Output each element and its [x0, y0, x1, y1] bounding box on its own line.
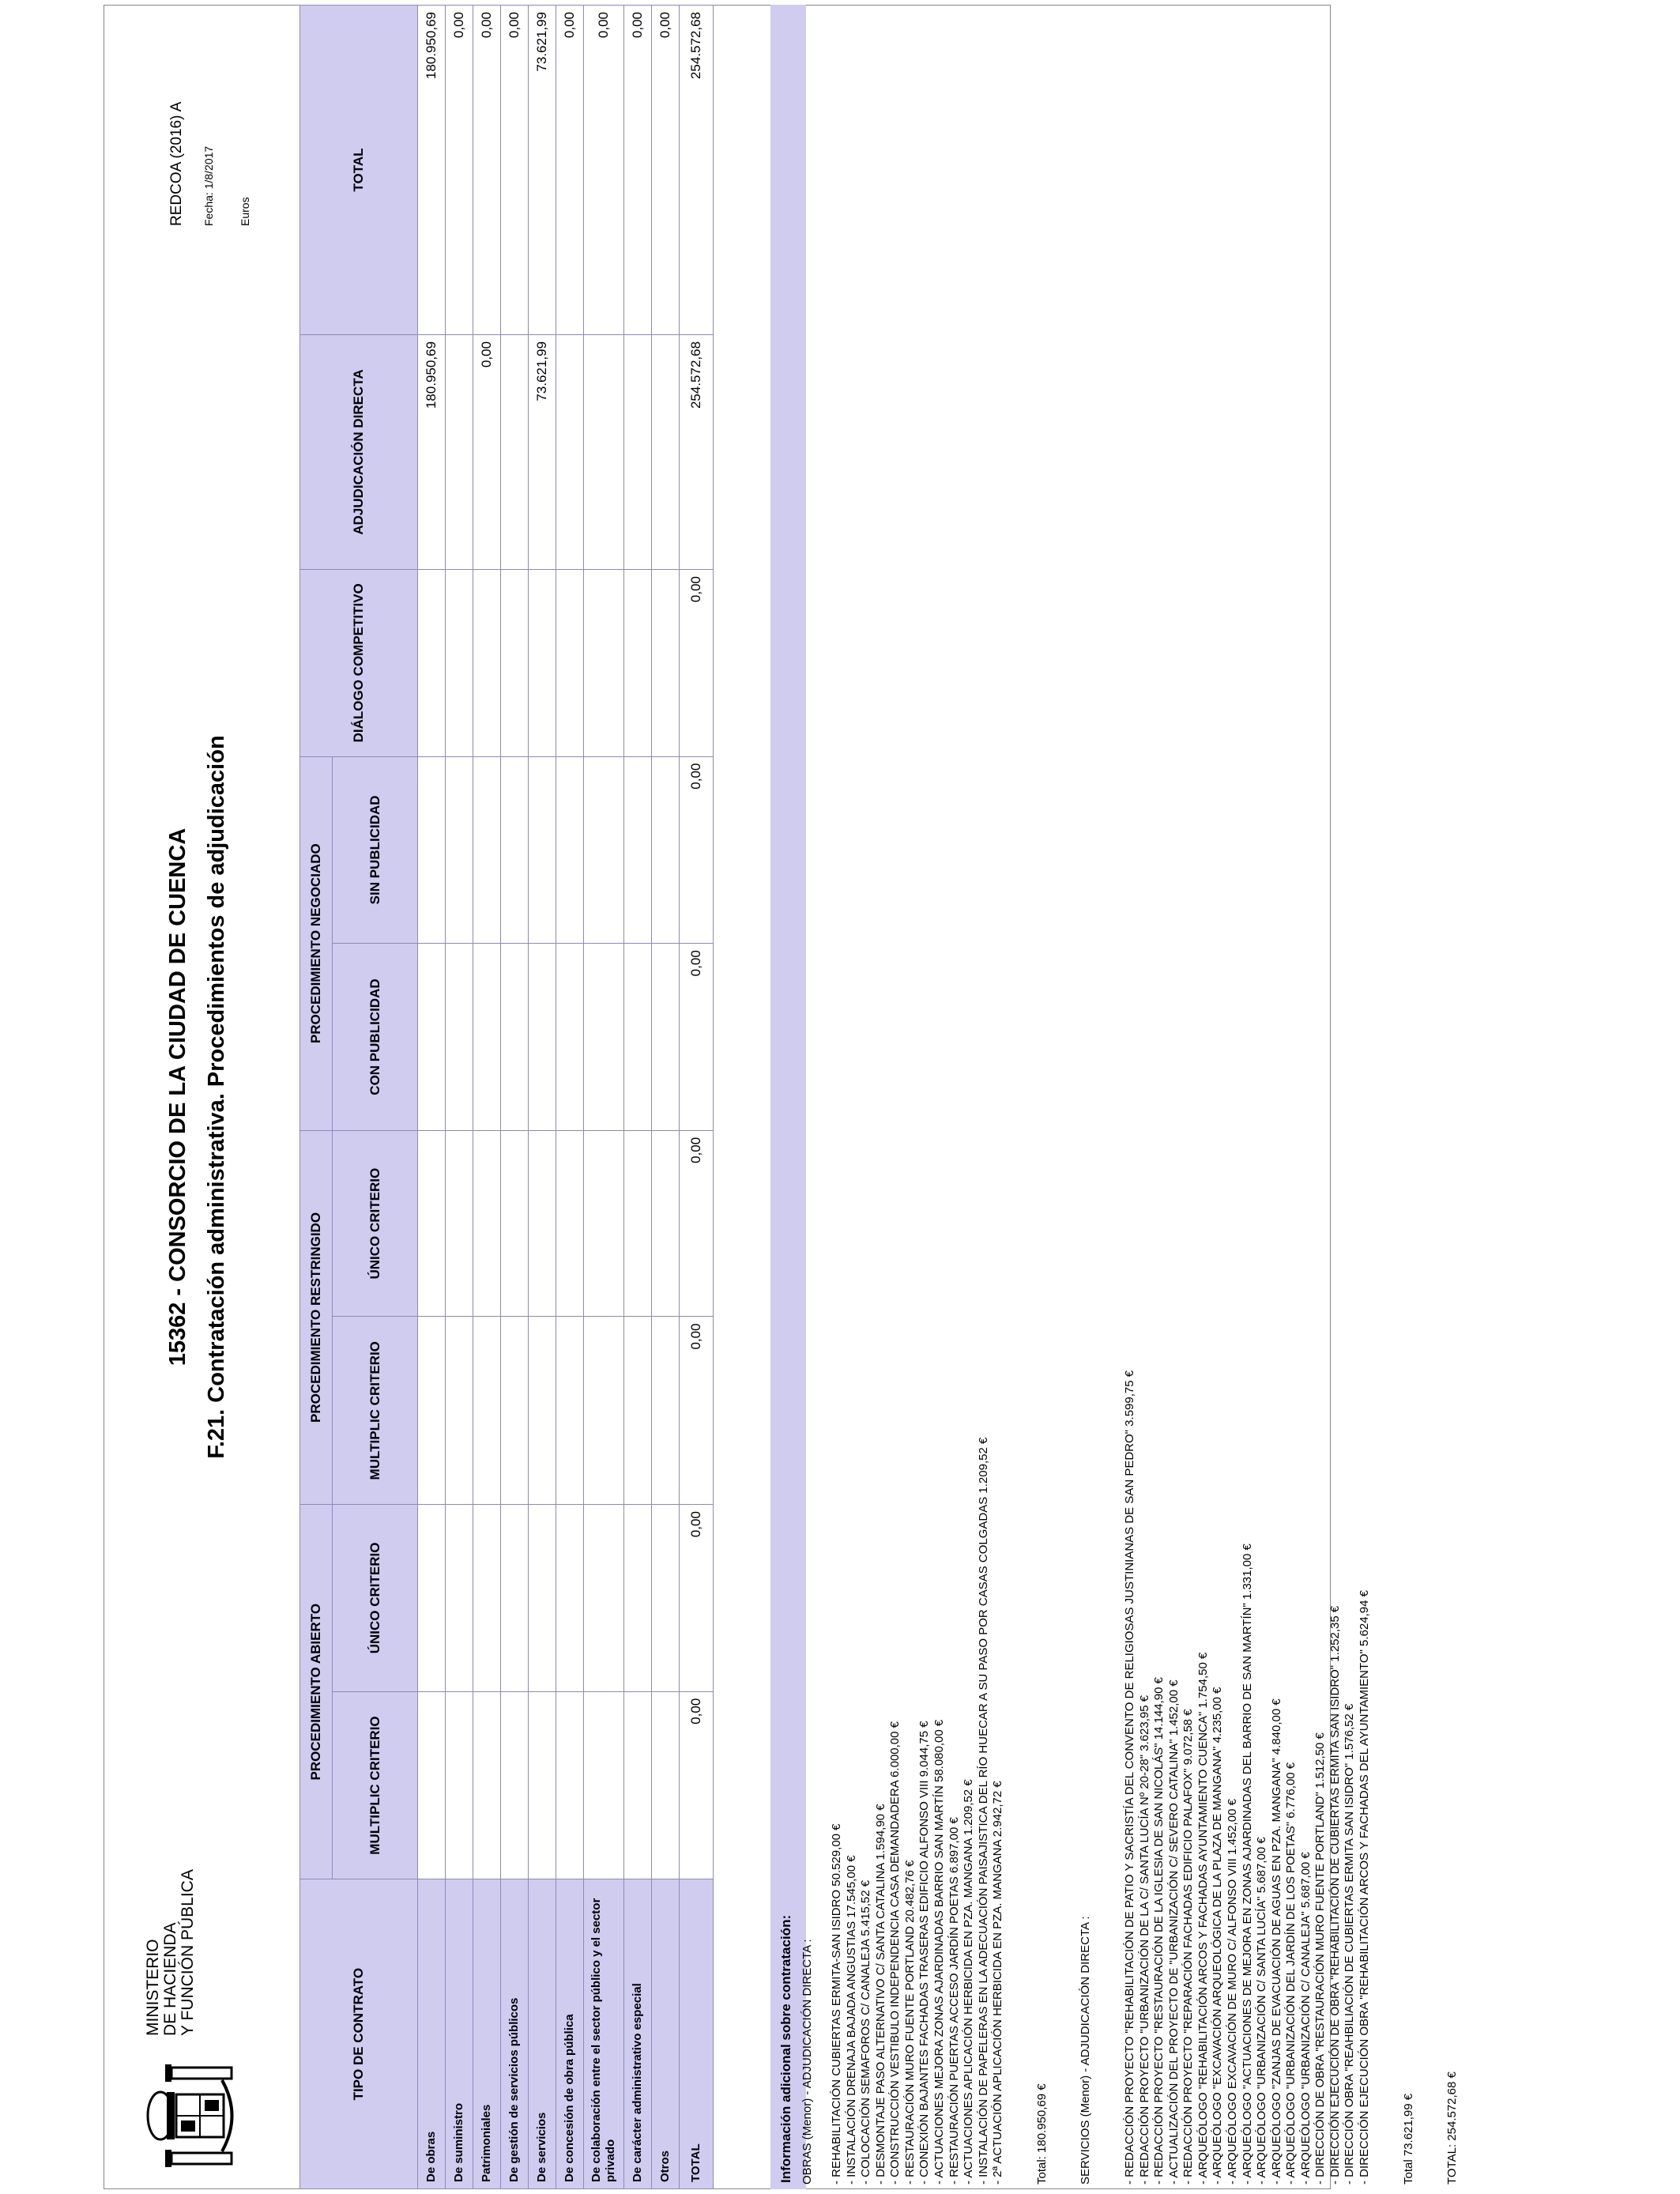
- page-title: 15362 - CONSORCIO DE LA CIUDAD DE CUENCA: [165, 827, 190, 1367]
- cell-dialogo: [584, 569, 624, 756]
- info-line: - CONSTRUCCIÓN VESTIBULO INDEPENDENCIA CASA DEMANDADERA 6.000,00 €: [888, 1721, 902, 2185]
- cell-total: 0,00: [501, 6, 529, 335]
- cell-re-u: [446, 1130, 473, 1317]
- cell-re-m: [501, 1317, 529, 1505]
- cell-total: 0,00: [446, 6, 473, 335]
- table-row: [418, 6, 446, 2189]
- cell-total: 180.950,69: [418, 6, 446, 335]
- info-line: - DESMONTAJE PASO ALTERNATIVO C/ SANTA CATALINA 1.594,90 €: [873, 1804, 887, 2185]
- cell-adj: [446, 334, 473, 569]
- info-line: - REDACCIÓN PROYECTO "REPARACIÓN FACHADAS EDIFICIO PALAFOX" 9.072,58 €: [1181, 1709, 1196, 2185]
- cell-ne-s: [446, 756, 473, 944]
- cell-ne-s: [652, 756, 680, 944]
- info-line: - ARQUEÓLOGO "EXCAVACIÓN ARQUEOLÓGICA DE LA PLAZA DE MANGANA" 4.235,00 €: [1211, 1687, 1225, 2185]
- info-line: - ARQUEÓLOGO EXCAVACIÓN DE MURO C/ ALFONSO VIII 1.452,00 €: [1225, 1799, 1239, 2185]
- table-body: [418, 6, 714, 2189]
- table-row: [446, 6, 473, 2189]
- cell-adj: [652, 334, 680, 569]
- coat-of-arms-logo: [143, 2056, 250, 2175]
- cell-ab-m: [418, 1691, 446, 1879]
- cell-ab-u: [473, 1505, 501, 1692]
- cell-adj: 0,00: [473, 334, 501, 569]
- info-line: - COLOCACIÓN SEMAFOROS C/ CANALEJA 5.415,52 €: [859, 1879, 873, 2185]
- header-tipo-contrato: TIPO DE CONTRATO: [300, 1879, 418, 2189]
- cell-re-m: [556, 1317, 584, 1505]
- info-line: - CONEXIÓN BAJANTES FACHADAS TRASERAS EDIFICIO ALFONSO VIII 9.044,75 €: [917, 1721, 932, 2185]
- info-line: - DIRECCIÓN DE OBRA "RESTAURACIÓN MURO FUENTE PORTLAND" 1.512,50 €: [1313, 1732, 1328, 2185]
- row-label: De servicios: [529, 1879, 556, 2189]
- cell-ne-c: 0,00: [680, 944, 714, 1131]
- table-row: [529, 6, 556, 2189]
- info-line: - RESTAURACIÓN MURO FUENTE PORTLAND 20.482,76 €: [902, 1860, 917, 2185]
- table-row: [556, 6, 584, 2189]
- cell-dialogo: [624, 569, 652, 756]
- cell-dialogo: [652, 569, 680, 756]
- cell-adj: [584, 334, 624, 569]
- info-line: Total 73.621,99 €: [1401, 2093, 1415, 2185]
- cell-ab-u: [624, 1505, 652, 1692]
- ministry-line-2: DE HACIENDA: [161, 1922, 179, 2036]
- info-header-band: [770, 5, 806, 2189]
- cell-total: 0,00: [652, 6, 680, 335]
- cell-adj: 180.950,69: [418, 334, 446, 569]
- cell-ne-c: [446, 944, 473, 1131]
- cell-ne-c: [501, 944, 529, 1131]
- cell-ne-s: [584, 756, 624, 944]
- header-abierto-multiplic: MULTIPLIC CRITERIO: [333, 1691, 418, 1879]
- cell-adj: [624, 334, 652, 569]
- header-dialogo: DIÁLOGO COMPETITIVO: [300, 569, 418, 756]
- cell-ab-m: [473, 1691, 501, 1879]
- cell-dialogo: [529, 569, 556, 756]
- report-reference: REDCOA (2016) A: [168, 101, 185, 226]
- cell-total: 0,00: [624, 6, 652, 335]
- info-line: - DIRECCIÓN OBRA "REAHBILIACIÓN DE CUBIERTAS ERMITA SAN ISIDRO" 1.576,52 €: [1343, 1703, 1357, 2185]
- cell-ab-u: [418, 1505, 446, 1692]
- page-subtitle: F.21. Contratación administrativa. Procedimientos de adjudicación: [204, 735, 229, 1459]
- table-row: [680, 6, 714, 2189]
- cell-adj: 73.621,99: [529, 334, 556, 569]
- cell-ab-m: [529, 1691, 556, 1879]
- cell-total: 0,00: [584, 6, 624, 335]
- header-restringido-unico: ÚNICO CRITERIO: [333, 1130, 418, 1317]
- cell-re-u: [418, 1130, 446, 1317]
- cell-ab-u: 0,00: [680, 1505, 714, 1692]
- info-line: TOTAL: 254.572,68 €: [1445, 2071, 1460, 2185]
- row-label: Patrimoniales: [473, 1879, 501, 2189]
- info-line: - REDACCIÓN PROYECTO "REHABILITACIÓN DE PATIO Y SACRISTÍA DEL CONVENTO DE RELIGIOSAS JUSTINIANAS DE SAN PEDRO" 3.599,75 €: [1123, 1370, 1137, 2185]
- cell-ne-c: [529, 944, 556, 1131]
- row-label: De gestión de servicios públicos: [501, 1879, 529, 2189]
- cell-dialogo: 0,00: [680, 569, 714, 756]
- cell-ne-c: [473, 944, 501, 1131]
- cell-ne-s: 0,00: [680, 756, 714, 944]
- cell-ne-c: [584, 944, 624, 1131]
- table-row: [584, 6, 624, 2189]
- header-group-abierto: PROCEDIMIENTO ABIERTO: [300, 1505, 333, 1879]
- info-line: - RESTAURACIÓN PUERTAS ACCESO JARDÍN POETAS 6.897,00 €: [947, 1817, 961, 2185]
- cell-ab-m: [624, 1691, 652, 1879]
- table-row: [501, 6, 529, 2189]
- table-header-row-1: [300, 6, 333, 2189]
- cell-ne-s: [529, 756, 556, 944]
- table-row: [473, 6, 501, 2189]
- cell-total: 73.621,99: [529, 6, 556, 335]
- cell-ab-m: [652, 1691, 680, 1879]
- info-line: - INSTALACIÓN DRENAJA BAJADA ANGUSTIAS 17.545,00 €: [844, 1855, 858, 2185]
- info-line: - REDACCIÓN PROYECTO "RESTAURACIÓN DE LA IGLESIA DE SAN NICOLÁS" 14.144,90 €: [1152, 1677, 1166, 2185]
- info-line: - ARQUEÓLOGO "URBANIZACIÓN DEL JARDÍN DE LOS POETAS" 6.776,00 €: [1284, 1762, 1298, 2185]
- cell-total: 0,00: [473, 6, 501, 335]
- table-row: [652, 6, 680, 2189]
- header-adjudicacion: ADJUDICACIÓN DIRECTA: [300, 334, 418, 569]
- cell-re-u: [529, 1130, 556, 1317]
- info-line: - ARQUEÓLOGO "URBANIZACIÓN C/ SANTA LUCÍA" 5.687,00 €: [1255, 1837, 1269, 2185]
- cell-ab-u: [529, 1505, 556, 1692]
- row-label: De suministro: [446, 1879, 473, 2189]
- info-line: - REHABILITACIÓN CUBIERTAS ERMITA-SAN ISIDRO 50.529,00 €: [830, 1823, 844, 2185]
- procurement-table: [299, 5, 714, 2189]
- cell-re-m: [624, 1317, 652, 1505]
- info-line: - DIRECCIÓN EJECUCIÓN DE OBRA "REHABILITACIÓN DE CUBIERTAS ERMITA SAN ISIDRO" 1.252,35 €: [1328, 1605, 1342, 2185]
- cell-dialogo: [473, 569, 501, 756]
- header-negociado-sin: SIN PUBLICIDAD: [333, 756, 418, 944]
- cell-re-m: [584, 1317, 624, 1505]
- row-label: Otros: [652, 1879, 680, 2189]
- cell-ab-m: [556, 1691, 584, 1879]
- cell-ab-u: [584, 1505, 624, 1692]
- info-line: - INSTALACIÓN DE PAPELERAS EN LA ADECUACIÓN PAISAJISTICA DEL RÍO HUECAR A SU PASO POR CASAS COLGADAS 1.209,52 €: [976, 1437, 990, 2185]
- table-row: [624, 6, 652, 2189]
- cell-ab-m: [584, 1691, 624, 1879]
- row-label: De concesión de obra pública: [556, 1879, 584, 2189]
- cell-adj: [556, 334, 584, 569]
- cell-ne-s: [473, 756, 501, 944]
- cell-adj: [501, 334, 529, 569]
- cell-dialogo: [556, 569, 584, 756]
- cell-ab-m: 0,00: [680, 1691, 714, 1879]
- cell-re-m: [473, 1317, 501, 1505]
- cell-re-u: [556, 1130, 584, 1317]
- cell-re-u: [652, 1130, 680, 1317]
- info-line: - ARQUEÓLOGO "ZANJAS DE EVACUACIÓN DE AGUAS EN PZA. MANGANA" 4.840,00 €: [1269, 1698, 1283, 2185]
- row-label: De carácter administrativo especial: [624, 1879, 652, 2189]
- cell-ab-u: [501, 1505, 529, 1692]
- info-line: - DIRECCIÓN EJECUCIÓN OBRA "REHABILITACIÓN ARCOS Y FACHADAS DEL AYUNTAMIENTO" 5.624,94 €: [1357, 1590, 1371, 2185]
- cell-re-u: [624, 1130, 652, 1317]
- cell-re-m: [529, 1317, 556, 1505]
- report-units: Euros: [239, 197, 251, 226]
- cell-re-m: [446, 1317, 473, 1505]
- info-line: - ARQUEÓLOGO "REHABILITACIÓN ARCOS Y FACHADAS AYUNTAMIENTO CUENCA" 1.754,50 €: [1196, 1652, 1210, 2185]
- report-date: Fecha: 1/8/2017: [202, 145, 215, 226]
- header-negociado-con: CON PUBLICIDAD: [333, 944, 418, 1131]
- cell-adj: 254.572,68: [680, 334, 714, 569]
- cell-ne-s: [624, 756, 652, 944]
- cell-total: 0,00: [556, 6, 584, 335]
- cell-ab-u: [556, 1505, 584, 1692]
- cell-re-m: [652, 1317, 680, 1505]
- info-line: - ACTUACIONES MEJORA ZONAS AJARDINADAS BARRIO SAN MARTÍN 58.080,00 €: [932, 1719, 946, 2185]
- row-label: TOTAL: [680, 1879, 714, 2189]
- info-title: Información adicional sobre contratación:: [778, 1914, 793, 2183]
- header-group-negociado: PROCEDIMIENTO NEGOCIADO: [300, 756, 333, 1130]
- cell-ab-m: [446, 1691, 473, 1879]
- info-line: - ACTUACIONES APLICACIÓN HERBICIDA EN PZA. MANGANA 1.209,52 €: [962, 1779, 976, 2185]
- cell-ab-m: [501, 1691, 529, 1879]
- cell-ne-c: [418, 944, 446, 1131]
- header-abierto-unico: ÚNICO CRITERIO: [333, 1505, 418, 1692]
- cell-ab-u: [446, 1505, 473, 1692]
- cell-ne-c: [624, 944, 652, 1131]
- cell-dialogo: [446, 569, 473, 756]
- header-restringido-multiplic: MULTIPLIC CRITERIO: [333, 1317, 418, 1505]
- row-label: De obras: [418, 1879, 446, 2189]
- cell-dialogo: [418, 569, 446, 756]
- cell-re-m: [418, 1317, 446, 1505]
- cell-ne-c: [556, 944, 584, 1131]
- ministry-line-1: MINISTERIO: [144, 1939, 162, 2036]
- cell-dialogo: [501, 569, 529, 756]
- info-line: - ARQUEÓLOGO "ACTUACIONES DE MEJORA EN ZONAS AJARDINADAS DEL BARRIO DE SAN MARTÍN" 1.331,00 €: [1240, 1544, 1254, 2185]
- info-line: Total: 180.950,69 €: [1034, 2083, 1049, 2185]
- info-line: - ARQUEÓLOGO "URBANIZACIÓN C/ CANALEJA" 5.687,00 €: [1298, 1852, 1313, 2185]
- cell-ne-s: [501, 756, 529, 944]
- cell-ne-s: [418, 756, 446, 944]
- cell-re-u: 0,00: [680, 1130, 714, 1317]
- info-line: OBRAS (Menor) - ADJUDICACIÓN DIRECTA :: [800, 1939, 814, 2185]
- row-label: De colaboración entre el sector público y el sector privado: [584, 1879, 624, 2189]
- cell-total: 254.572,68: [680, 6, 714, 335]
- cell-ne-s: [556, 756, 584, 944]
- cell-re-m: 0,00: [680, 1317, 714, 1505]
- cell-re-u: [473, 1130, 501, 1317]
- ministry-line-3: Y FUNCIÓN PÚBLICA: [179, 1869, 197, 2036]
- info-line: - ACTUALIZACIÓN DEL PROYECTO DE "URBANIZACIÓN C/ SEVERO CATALINA" 1.452,00 €: [1166, 1679, 1181, 2185]
- cell-re-u: [501, 1130, 529, 1317]
- cell-ne-c: [652, 944, 680, 1131]
- cell-ab-u: [652, 1505, 680, 1692]
- info-line: SERVICIOS (Menor) - ADJUDICACIÓN DIRECTA :: [1079, 1916, 1093, 2185]
- header-group-restringido: PROCEDIMIENTO RESTRINGIDO: [300, 1130, 333, 1504]
- info-line: - REDACCIÓN PROYECTO "URBANIZACIÓN DE LA C/ SANTA LUCÍA Nº 20-28" 3.623,95 €: [1137, 1695, 1151, 2185]
- cell-re-u: [584, 1130, 624, 1317]
- info-line: - 2ª ACTUACIÓN APLICACIÓN HERBICIDA EN PZA. MANGANA 2.942,72 €: [991, 1781, 1005, 2185]
- header-total: TOTAL: [300, 6, 418, 335]
